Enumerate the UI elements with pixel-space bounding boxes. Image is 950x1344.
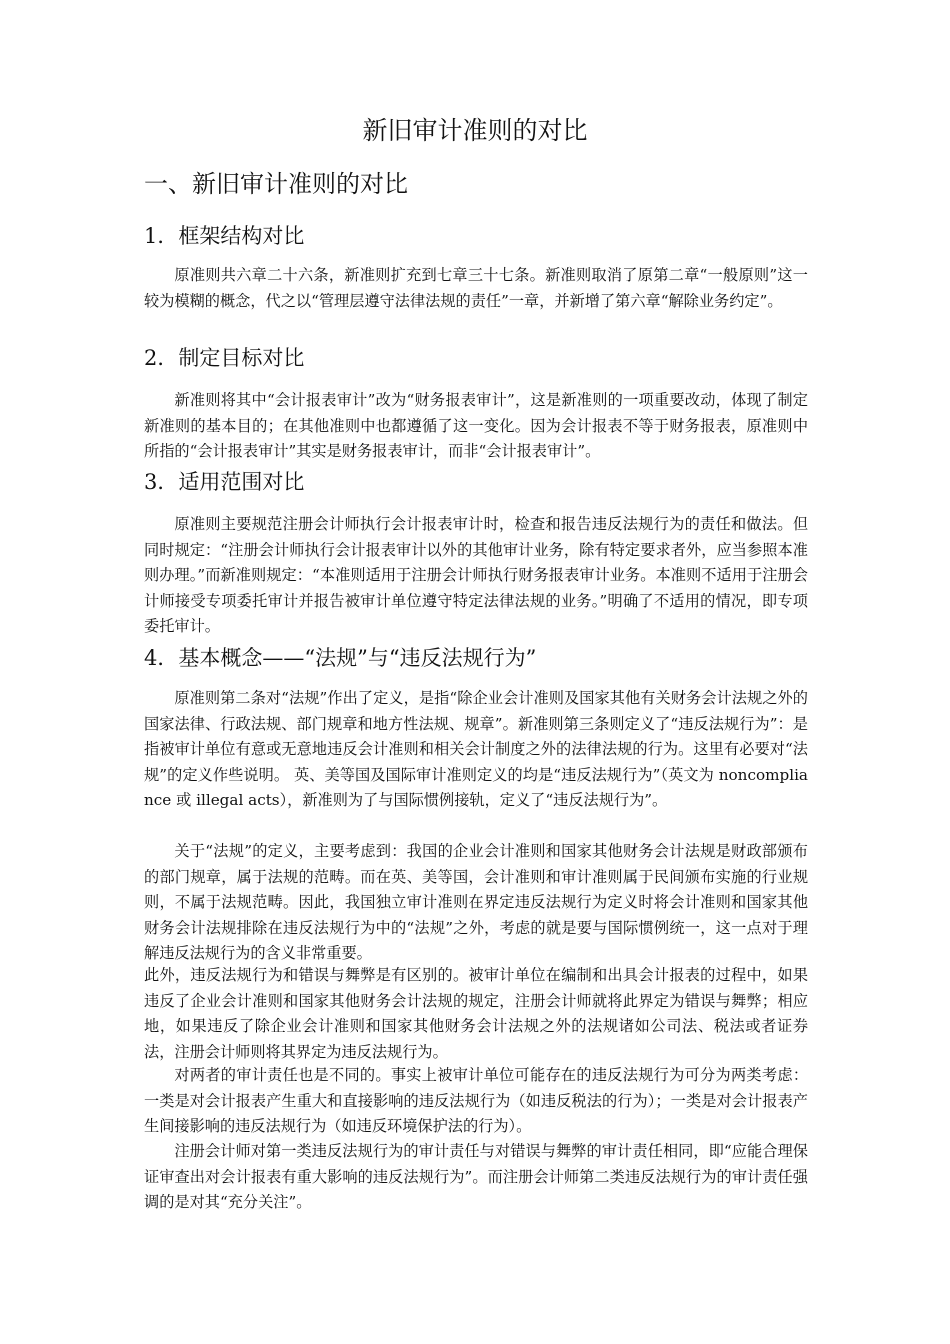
paragraph-concepts-definition: 原准则第二条对“法规”作出了定义，是指“除企业会计准则及国家其他有关财务会计法规之外的国家法律、行政法规、部门规章和地方性法规、规章”。新准则第三条则定义了“违反法规行为”：是指被审计单位有意或无意地违反会计准则和相关会计制度之外的法律法规的行为。这里有必要对“法规”的定义作些说明。 英、美等国及国际审计准则定义的均是“违反法规行为”（英文为 noncompliance 或 illegal acts），新准则为了与国际惯例接轨，定义了“违反法规行为”。: [144, 689, 808, 809]
document-title: 新旧审计准则的对比: [362, 116, 588, 145]
section-heading-concepts: 4．基本概念——“法规”与“违反法规行为”: [144, 646, 537, 670]
paragraph-framework: 原准则共六章二十六条，新准则扩充到七章三十七条。新准则取消了原第二章“一般原则”这一较为模糊的概念，代之以“管理层遵守法律法规的责任”一章，并新增了第六章“解除业务约定”。: [144, 266, 808, 310]
paragraph-scope: 原准则主要规范注册会计师执行会计报表审计时，检查和报告违反法规行为的责任和做法。但同时规定：“注册会计师执行会计报表审计以外的其他审计业务，除有特定要求者外，应当参照本准则办理。”而新准则规定：“本准则适用于注册会计师执行财务报表审计业务。本准则不适用于注册会计师接受专项委托审计并报告被审计单位遵守特定法律法规的业务。”明确了不适用的情况，即专项委托审计。: [144, 515, 808, 635]
section-heading-scope: 3．适用范围对比: [144, 470, 305, 494]
paragraph-concepts-auditor-duty: 注册会计师对第一类违反法规行为的审计责任与对错误与舞弊的审计责任相同，即“应能合理保证审查出对会计报表有重大影响的违反法规行为”。而注册会计师第二类违反法规行为的审计责任强调的是对其“充分关注”。: [144, 1142, 808, 1211]
heading-level1: 一、新旧审计准则的对比: [144, 170, 408, 198]
paragraph-concepts-responsibility: 对两者的审计责任也是不同的。事实上被审计单位可能存在的违反法规行为可分为两类考虑：一类是对会计报表产生重大和直接影响的违反法规行为（如违反税法的行为）；一类是对会计报表产生间接影响的违反法规行为（如违反环境保护法的行为）。: [144, 1066, 808, 1135]
paragraph-concepts-difference: 此外，违反法规行为和错误与舞弊是有区别的。被审计单位在编制和出具会计报表的过程中，如果违反了企业会计准则和国家其他财务会计法规的规定，注册会计师就将此界定为错误与舞弊；相应地，如果违反了除企业会计准则和国家其他财务会计法规之外的法规诸如公司法、税法或者证券法，注册会计师则将其界定为违反法规行为。: [144, 966, 808, 1061]
section-heading-objective: 2．制定目标对比: [144, 346, 305, 370]
paragraph-concepts-regulation: 关于“法规”的定义，主要考虑到：我国的企业会计准则和国家其他财务会计法规是财政部颁布的部门规章，属于法规的范畴。而在英、美等国，会计准则和审计准则属于民间颁布实施的行业规则，不属于法规范畴。因此，我国独立审计准则在界定违反法规行为定义时将会计准则和国家其他财务会计法规排除在违反法规行为中的“法规”之外，考虑的就是要与国际惯例统一，这一点对于理解违反法规行为的含义非常重要。: [144, 842, 808, 962]
paragraph-objective: 新准则将其中“会计报表审计”改为“财务报表审计”，这是新准则的一项重要改动，体现了制定新准则的基本目的；在其他准则中也都遵循了这一变化。因为会计报表不等于财务报表，原准则中所指的“会计报表审计”其实是财务报表审计，而非“会计报表审计”。: [144, 391, 808, 460]
section-heading-framework: 1．框架结构对比: [144, 224, 305, 248]
